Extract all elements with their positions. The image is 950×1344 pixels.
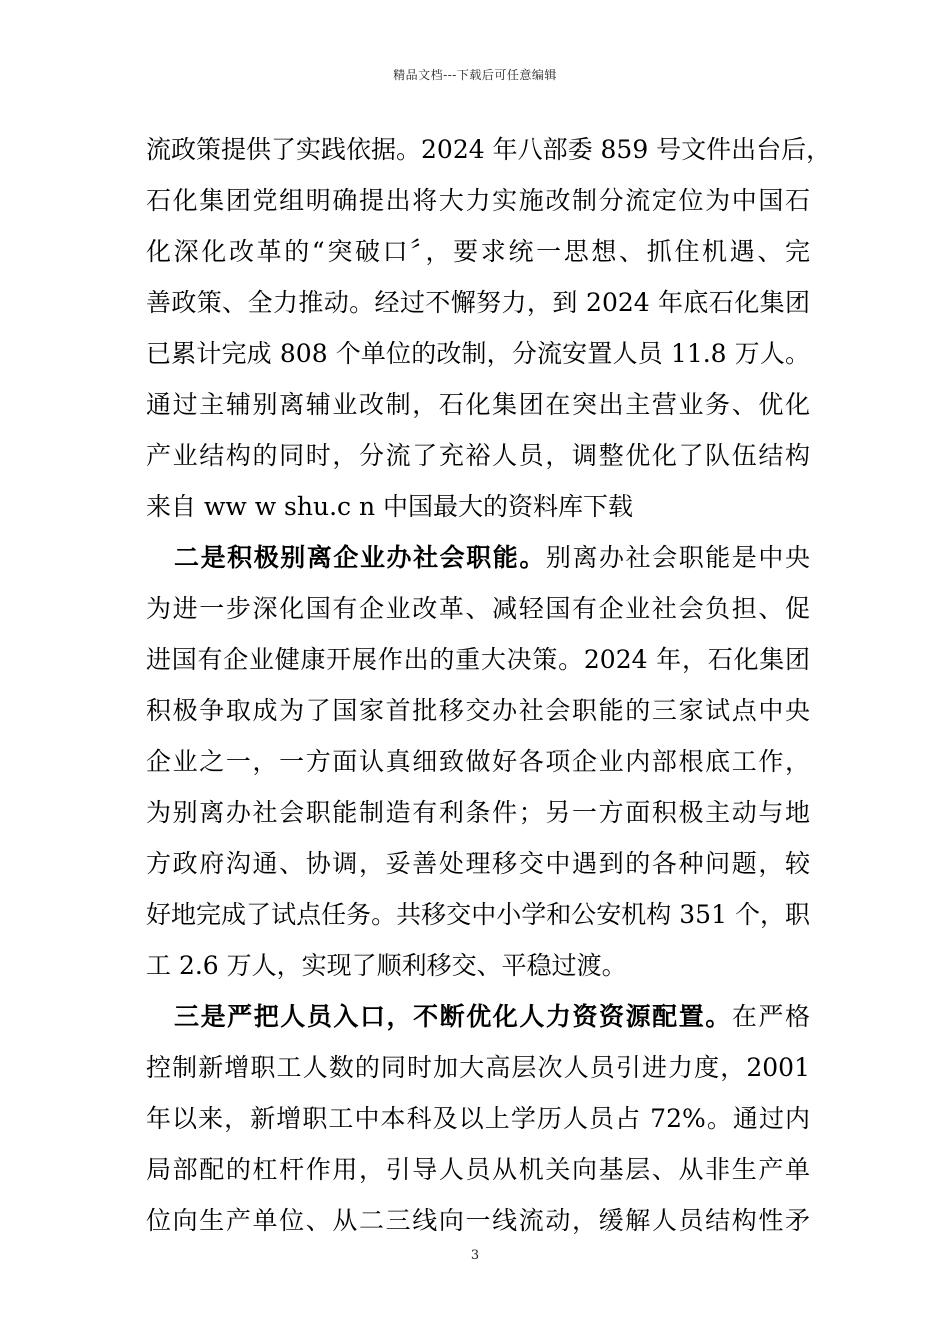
document-body <box>146 124 832 1246</box>
paragraph-line: 通过主辅别离辅业改制，石化集团在突出主营业务、优化 <box>146 390 810 419</box>
paragraph-line: 方政府沟通、协调，妥善处理移交中遇到的各种问题，较 <box>146 849 810 878</box>
paragraph-line: 化深化改革的“突破口〞，要求统一思想、抓住机遇、完 <box>146 237 810 266</box>
page-header: 精品文档---下载后可任意编辑 <box>393 68 557 82</box>
paragraph-line: 善政策、全力推动。经过不懈努力，到 2024 年底石化集团 <box>146 288 810 317</box>
paragraph-line: 石化集团党组明确提出将大力实施改制分流定位为中国石 <box>146 186 810 215</box>
paragraph-2 <box>146 532 810 991</box>
paragraph-line: 流政策提供了实践依据。2024 年八部委 859 号文件出台后， <box>146 135 832 164</box>
paragraph-line: 位向生产单位、从二三线向一线流动，缓解人员结构性矛 <box>146 1206 810 1235</box>
paragraph-line: 局部配的杠杆作用，引导人员从机关向基层、从非生产单 <box>146 1155 810 1184</box>
paragraph-3 <box>146 991 810 1246</box>
paragraph-line-rest: 在严格 <box>731 1002 810 1031</box>
paragraph-line: 控制新增职工人数的同时加大高层次人员引进力度，2001 <box>146 1053 810 1082</box>
paragraph-line: 来自 ww w shu.c n 中国最大的资料库下载 <box>146 492 634 521</box>
paragraph-line: 企业之一，一方面认真细致做好各项企业内部根底工作， <box>146 747 810 776</box>
paragraph-first-line <box>146 532 810 583</box>
page-number: 3 <box>470 1248 480 1263</box>
paragraph-line: 好地完成了试点任务。共移交中小学和公安机构 351 个，职 <box>146 900 810 929</box>
paragraph-line: 进国有企业健康开展作出的重大决策。2024 年，石化集团 <box>146 645 810 674</box>
paragraph-line: 年以来，新增职工中本科及以上学历人员占 72%。通过内 <box>146 1104 810 1133</box>
paragraph-line-rest: 别离办社会职能是中央 <box>545 543 810 572</box>
paragraph-first-line <box>146 991 810 1042</box>
paragraph-bold-lead: 三是严把人员入口，不断优化人力资资源配置。 <box>174 1002 732 1031</box>
paragraph-line: 工 2.6 万人，实现了顺利移交、平稳过渡。 <box>146 951 627 980</box>
paragraph-line: 积极争取成为了国家首批移交办社会职能的三家试点中央 <box>146 696 810 725</box>
paragraph-line: 为别离办社会职能制造有利条件；另一方面积极主动与地 <box>146 798 810 827</box>
paragraph-line: 产业结构的同时，分流了充裕人员，调整优化了队伍结构 <box>146 441 810 470</box>
paragraph-bold-lead: 二是积极别离企业办社会职能。 <box>174 543 546 572</box>
paragraph-line: 为进一步深化国有企业改革、减轻国有企业社会负担、促 <box>146 594 810 623</box>
paragraph-line: 已累计完成 808 个单位的改制，分流安置人员 11.8 万人。 <box>146 339 810 368</box>
paragraph-1 <box>146 124 832 532</box>
